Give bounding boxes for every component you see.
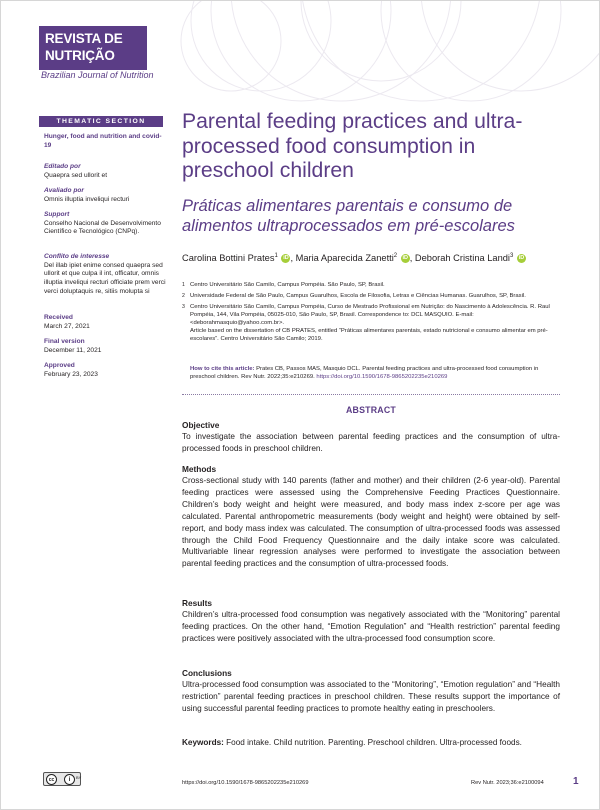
cc-by-license-badge[interactable] — [43, 772, 81, 786]
final-version-block — [44, 338, 166, 355]
orcid-icon[interactable]: iD — [518, 255, 525, 262]
page-number: 1 — [573, 776, 579, 787]
evaluated-block — [44, 187, 166, 204]
results-text: Children’s ultra-processed food consumption was negatively associated with the “Monitoring” parental feeding practices. On the other hand, “Emotion Regulation” and “Health restriction” parental feeding practices were positively associated with the ultra-processed food consumption score. — [182, 610, 560, 643]
approved-block — [44, 362, 166, 379]
journal-logo[interactable] — [39, 26, 147, 70]
approved-label: Approved — [44, 362, 75, 369]
affiliation-item: 2 Universidade Federal de São Paulo, Campus Guarulhos, Escola de Filosofia, Letras e Ciências Humanas. Guarulhos, SP, Brasil. — [182, 292, 526, 299]
abstract-heading: ABSTRACT — [346, 405, 396, 415]
affiliation-item: 1 Centro Universitário São Camilo, Campus Pompéia. São Paulo, SP, Brasil. — [182, 282, 385, 288]
article-title: Parental feeding practices and ultra-processed food consumption in preschool children — [182, 110, 523, 182]
author-3[interactable]: Deborah Cristina Landi$^3$ iD — [414, 253, 525, 264]
author-2[interactable]: Maria Aparecida Zanetti$^2$ iD — [295, 253, 408, 264]
journal-subtitle: Brazilian Journal of Nutrition — [41, 70, 154, 80]
objective-text: To investigate the association between parental feeding practices and the consumption of ultra-processed foods in preschool children. — [182, 432, 560, 453]
section-name: Hunger, food and nutrition and covid-19 — [44, 133, 162, 149]
approved-value: February 23, 2023 — [44, 370, 98, 378]
creative-commons-icon: cc — [46, 774, 57, 785]
objective-heading: Objective — [182, 420, 220, 430]
dissertation-note: Article based on the dissertation of CB PRATES, entitled “Práticas alimentares parentais, estado nutricional e consumo alimentar em pré-escolares”. Centro Universitário São Camilo; 2019. — [190, 328, 548, 343]
conclusions-text: Ultra-processed food consumption was associated to the “Monitoring”, “Emotion regulation” and “Health restriction” parental feeding practices in preschool children. These results support the importance of using successful parental feeding practices to promote healthy eating in preschoolers. — [182, 680, 560, 713]
received-block — [44, 314, 166, 331]
evaluated-label: Avaliado por — [44, 187, 84, 194]
evaluated-value: Omnis illuptia inveliqui recturi — [44, 195, 130, 203]
keywords — [182, 737, 560, 748]
keywords-text: Food intake. Child nutrition. Parenting. Preschool children. Ultra-processed foods. — [226, 738, 522, 747]
conflict-block — [44, 253, 166, 297]
methods-text: Cross-sectional study with 140 parents (father and mother) and their children (2-6 year-old). Parental feeding practices were assessed using the Comprehensive Feeding Practices Questionnaire. Children’s body weight and height were measured, and body mass index z-score per age was calculated. Parental anthropometric measurements (body weight and height) were obtained by self-report, and body mass index was calculated. The consumption of ultra-processed foods was assessed through the Child Food Frequency Questionnaire and the daily intake score was calculated. Multivariable linear regression analyses were performed to investigate the association between parental feeding practices and the consumption of ultra-processed foods. — [182, 476, 560, 569]
section-name-block — [44, 133, 166, 150]
divider — [182, 394, 560, 395]
journal-name-line2: NUTRIÇÃO — [45, 48, 115, 63]
cite-label: How to cite this article: — [190, 366, 255, 372]
methods-heading: Methods — [182, 464, 217, 474]
attribution-icon: i — [64, 774, 75, 785]
conflict-value: Del illab ipiet enime consed quaepra sed ullorit et que culpa il int, officatur, omnis illuptia inveliqui recturi officiate prem verci verci doluptaquis re, sitiis molupta si — [44, 261, 166, 295]
license-by-text: BY — [76, 775, 82, 780]
footer-doi-link[interactable]: https://doi.org/10.1590/1678-9865202235e210269 — [182, 780, 309, 786]
affiliations — [182, 281, 560, 344]
author-1[interactable]: Carolina Bottini Prates$^1$ iD — [182, 253, 289, 264]
orcid-icon[interactable]: iD — [402, 255, 408, 262]
keywords-label: Keywords: — [182, 738, 224, 747]
support-label: Support — [44, 211, 70, 218]
edited-block — [44, 163, 166, 180]
results-heading: Results — [182, 598, 212, 608]
journal-name-line1: REVISTA DE — [45, 31, 123, 46]
received-label: Received — [44, 314, 73, 321]
edited-value: Quaepra sed ullorit et — [44, 171, 108, 179]
affiliation-item: 3 Centro Universitário São Camilo, Campus Pompéia, Curso de Mestrado Profissional em Nutrição: do Nascimento à Adolescência. R. Raul Pompéia, 144, Vila Pompéia, 05025-010, São Paulo, SP, Brasil. Correspondence to: DCL MASQUIO. E-mail: <deborahmasquio@yahoo.com.br>. — [182, 303, 550, 326]
conclusions-heading: Conclusions — [182, 668, 232, 678]
final-value: December 11, 2021 — [44, 346, 102, 354]
edited-label: Editado por — [44, 163, 81, 170]
author-list: Carolina Bottini Prates$^1$ iD , Maria Aparecida Zanetti$^2$ iD , Deborah Cristina Landi$^3$ iD — [182, 253, 525, 264]
thematic-section-banner: THEMATIC SECTION — [39, 116, 163, 127]
cite-doi-link[interactable]: https://doi.org/10.1590/1678-9865202235e210269 — [316, 374, 448, 381]
support-block — [44, 211, 166, 237]
footer-journal-ref: Rev Nutr. 2023;36:e2100094 — [471, 780, 544, 786]
cite-text: Prates CB, Passos MAS, Masquio DCL. Parental feeding practices and ultra-processed food consumption in preschool children. Rev Nutr. 2022;35:e210269. — [190, 366, 539, 381]
article-subtitle: Práticas alimentares parentais e consumo de alimentos ultraprocessados em pré-escolares — [182, 197, 515, 235]
received-value: March 27, 2021 — [44, 322, 90, 330]
how-to-cite — [190, 365, 560, 381]
orcid-icon[interactable]: iD — [283, 255, 289, 262]
final-label: Final version — [44, 338, 85, 345]
conflict-label: Conflito de interesse — [44, 253, 110, 260]
support-value: Conselho Nacional de Desenvolvimento Científico e Tecnológico (CNPq). — [44, 219, 161, 236]
